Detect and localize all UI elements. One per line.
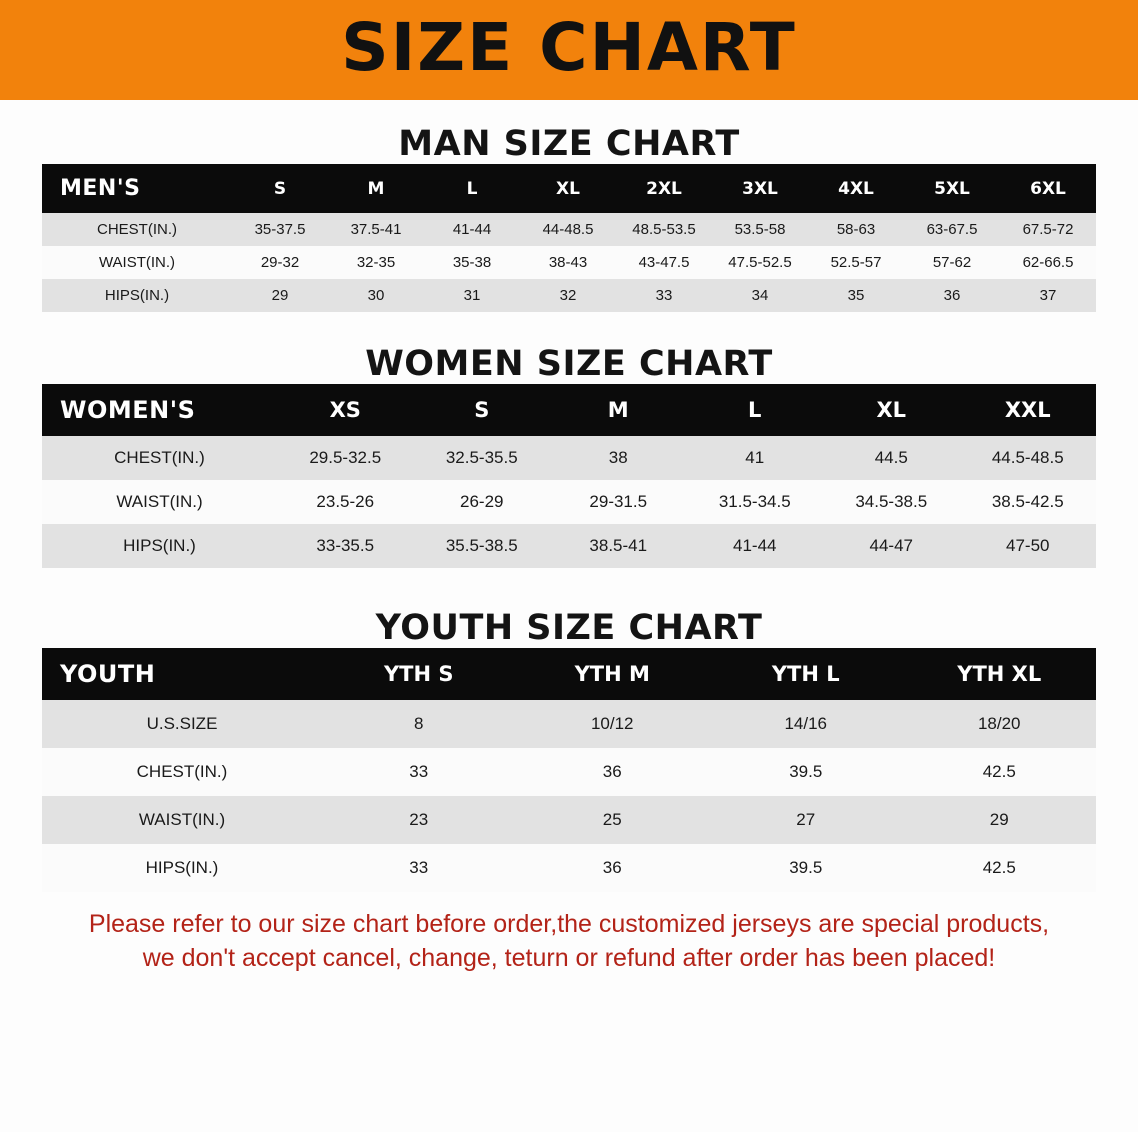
youth-chest-xl: 42.5 (982, 762, 1016, 781)
women-waist-xs: 23.5-26 (316, 492, 375, 511)
man-row-chest-label: CHEST(IN.) (97, 221, 177, 238)
women-chest-s: 32.5-35.5 (445, 448, 518, 467)
youth-ussize-l: 14/16 (784, 714, 828, 733)
man-chest-m: 37.5-41 (350, 221, 402, 238)
man-chest-s: 35-37.5 (254, 221, 306, 238)
women-row-chest-label: CHEST(IN.) (114, 448, 205, 467)
man-header-6xl: 6XL (1030, 178, 1066, 199)
table-row (42, 213, 1096, 246)
man-hips-5xl: 36 (943, 287, 961, 304)
women-size-table (42, 384, 1096, 568)
man-waist-2xl: 43-47.5 (638, 254, 690, 271)
man-waist-m: 32-35 (356, 254, 396, 271)
women-chest-xs: 29.5-32.5 (309, 448, 382, 467)
man-header-label: MEN'S (60, 176, 141, 201)
women-waist-s: 26-29 (460, 492, 504, 511)
man-waist-3xl: 47.5-52.5 (728, 254, 792, 271)
table-row (42, 748, 1096, 796)
women-section-heading: WOMEN SIZE CHART (365, 344, 773, 384)
women-header-l: L (748, 398, 762, 422)
youth-header-l: YTH L (771, 662, 840, 686)
footer-line-1: Please refer to our size chart before order,the customized jerseys are special products, (88, 910, 1050, 938)
table-header-row (42, 164, 1096, 213)
women-chest-m: 38 (608, 448, 628, 467)
women-waist-m: 29-31.5 (589, 492, 648, 511)
youth-hips-m: 36 (602, 858, 622, 877)
man-chest-6xl: 67.5-72 (1022, 221, 1074, 238)
women-waist-xxl: 38.5-42.5 (991, 492, 1064, 511)
women-header-xl: XL (876, 398, 907, 422)
man-waist-6xl: 62-66.5 (1022, 254, 1074, 271)
man-chest-3xl: 53.5-58 (734, 221, 786, 238)
man-hips-3xl: 34 (751, 287, 769, 304)
youth-row-waist-label: WAIST(IN.) (138, 810, 226, 829)
table-row (42, 246, 1096, 279)
man-chest-2xl: 48.5-53.5 (632, 221, 696, 238)
youth-header-label: YOUTH (60, 660, 156, 688)
man-header-l: L (466, 178, 478, 199)
man-chest-5xl: 63-67.5 (926, 221, 978, 238)
man-hips-l: 31 (463, 287, 481, 304)
table-row (42, 279, 1096, 312)
man-hips-2xl: 33 (655, 287, 673, 304)
women-hips-l: 41-44 (733, 536, 777, 555)
man-header-5xl: 5XL (934, 178, 970, 199)
youth-hips-xl: 42.5 (982, 858, 1016, 877)
man-hips-6xl: 37 (1039, 287, 1057, 304)
women-hips-m: 38.5-41 (589, 536, 648, 555)
women-hips-xxl: 47-50 (1006, 536, 1050, 555)
man-hips-4xl: 35 (847, 287, 865, 304)
table-row (42, 480, 1096, 524)
youth-chest-l: 39.5 (789, 762, 823, 781)
women-header-label: WOMEN'S (60, 396, 196, 424)
man-hips-s: 29 (271, 287, 289, 304)
page-title: SIZE CHART (341, 9, 797, 86)
youth-waist-s: 23 (409, 810, 429, 829)
women-hips-xl: 44-47 (869, 536, 913, 555)
women-header-s: S (474, 398, 490, 422)
youth-size-table (42, 648, 1096, 892)
man-row-waist-label: WAIST(IN.) (98, 254, 176, 271)
footer-disclaimer (0, 908, 1138, 976)
women-header-xs: XS (329, 398, 361, 422)
youth-ussize-xl: 18/20 (977, 714, 1021, 733)
man-hips-m: 30 (367, 287, 385, 304)
table-header-row (42, 384, 1096, 436)
women-waist-xl: 34.5-38.5 (855, 492, 928, 511)
youth-row-ussize-label: U.S.SIZE (146, 714, 218, 733)
man-header-4xl: 4XL (838, 178, 874, 199)
women-hips-xs: 33-35.5 (316, 536, 375, 555)
table-header-row (42, 648, 1096, 700)
man-header-m: M (367, 178, 385, 199)
youth-ussize-m: 10/12 (590, 714, 634, 733)
man-header-s: S (273, 178, 287, 199)
man-header-2xl: 2XL (646, 178, 682, 199)
youth-row-hips-label: HIPS(IN.) (145, 858, 219, 877)
youth-chest-s: 33 (409, 762, 429, 781)
youth-chest-m: 36 (602, 762, 622, 781)
man-hips-xl: 32 (559, 287, 577, 304)
man-chest-4xl: 58-63 (836, 221, 876, 238)
footer-line-2: we don't accept cancel, change, teturn or refund after order has been placed! (142, 943, 996, 972)
youth-hips-l: 39.5 (789, 858, 823, 877)
women-chest-xl: 44.5 (874, 448, 908, 467)
man-chest-l: 41-44 (452, 221, 492, 238)
women-table-wrap (0, 384, 1138, 568)
table-row (42, 436, 1096, 480)
women-header-m: M (607, 398, 629, 422)
man-waist-xl: 38-43 (548, 254, 588, 271)
youth-section-heading: YOUTH SIZE CHART (375, 608, 763, 648)
women-waist-l: 31.5-34.5 (718, 492, 791, 511)
table-row (42, 844, 1096, 892)
youth-waist-m: 25 (602, 810, 622, 829)
man-section-heading: MAN SIZE CHART (398, 124, 740, 164)
man-waist-s: 29-32 (260, 254, 300, 271)
women-row-hips-label: HIPS(IN.) (123, 536, 196, 555)
women-row-waist-label: WAIST(IN.) (116, 492, 203, 511)
youth-hips-s: 33 (409, 858, 429, 877)
youth-header-xl: YTH XL (957, 662, 1042, 686)
man-size-table (42, 164, 1096, 312)
youth-header-s: YTH S (383, 662, 454, 686)
man-waist-5xl: 57-62 (932, 254, 972, 271)
women-chest-l: 41 (745, 448, 765, 467)
man-table-wrap (0, 164, 1138, 312)
youth-waist-l: 27 (796, 810, 816, 829)
youth-header-m: YTH M (574, 662, 650, 686)
man-waist-4xl: 52.5-57 (830, 254, 882, 271)
youth-ussize-s: 8 (414, 714, 424, 733)
man-row-hips-label: HIPS(IN.) (104, 287, 170, 304)
women-header-xxl: XXL (1004, 398, 1051, 422)
youth-waist-xl: 29 (989, 810, 1009, 829)
women-chest-xxl: 44.5-48.5 (991, 448, 1064, 467)
man-header-xl: XL (556, 178, 580, 199)
youth-table-wrap (0, 648, 1138, 892)
man-header-3xl: 3XL (742, 178, 778, 199)
man-waist-l: 35-38 (452, 254, 492, 271)
table-row (42, 700, 1096, 748)
page-banner (0, 0, 1138, 100)
table-row (42, 796, 1096, 844)
women-hips-s: 35.5-38.5 (445, 536, 518, 555)
table-row (42, 524, 1096, 568)
youth-row-chest-label: CHEST(IN.) (136, 762, 228, 781)
man-chest-xl: 44-48.5 (542, 221, 594, 238)
